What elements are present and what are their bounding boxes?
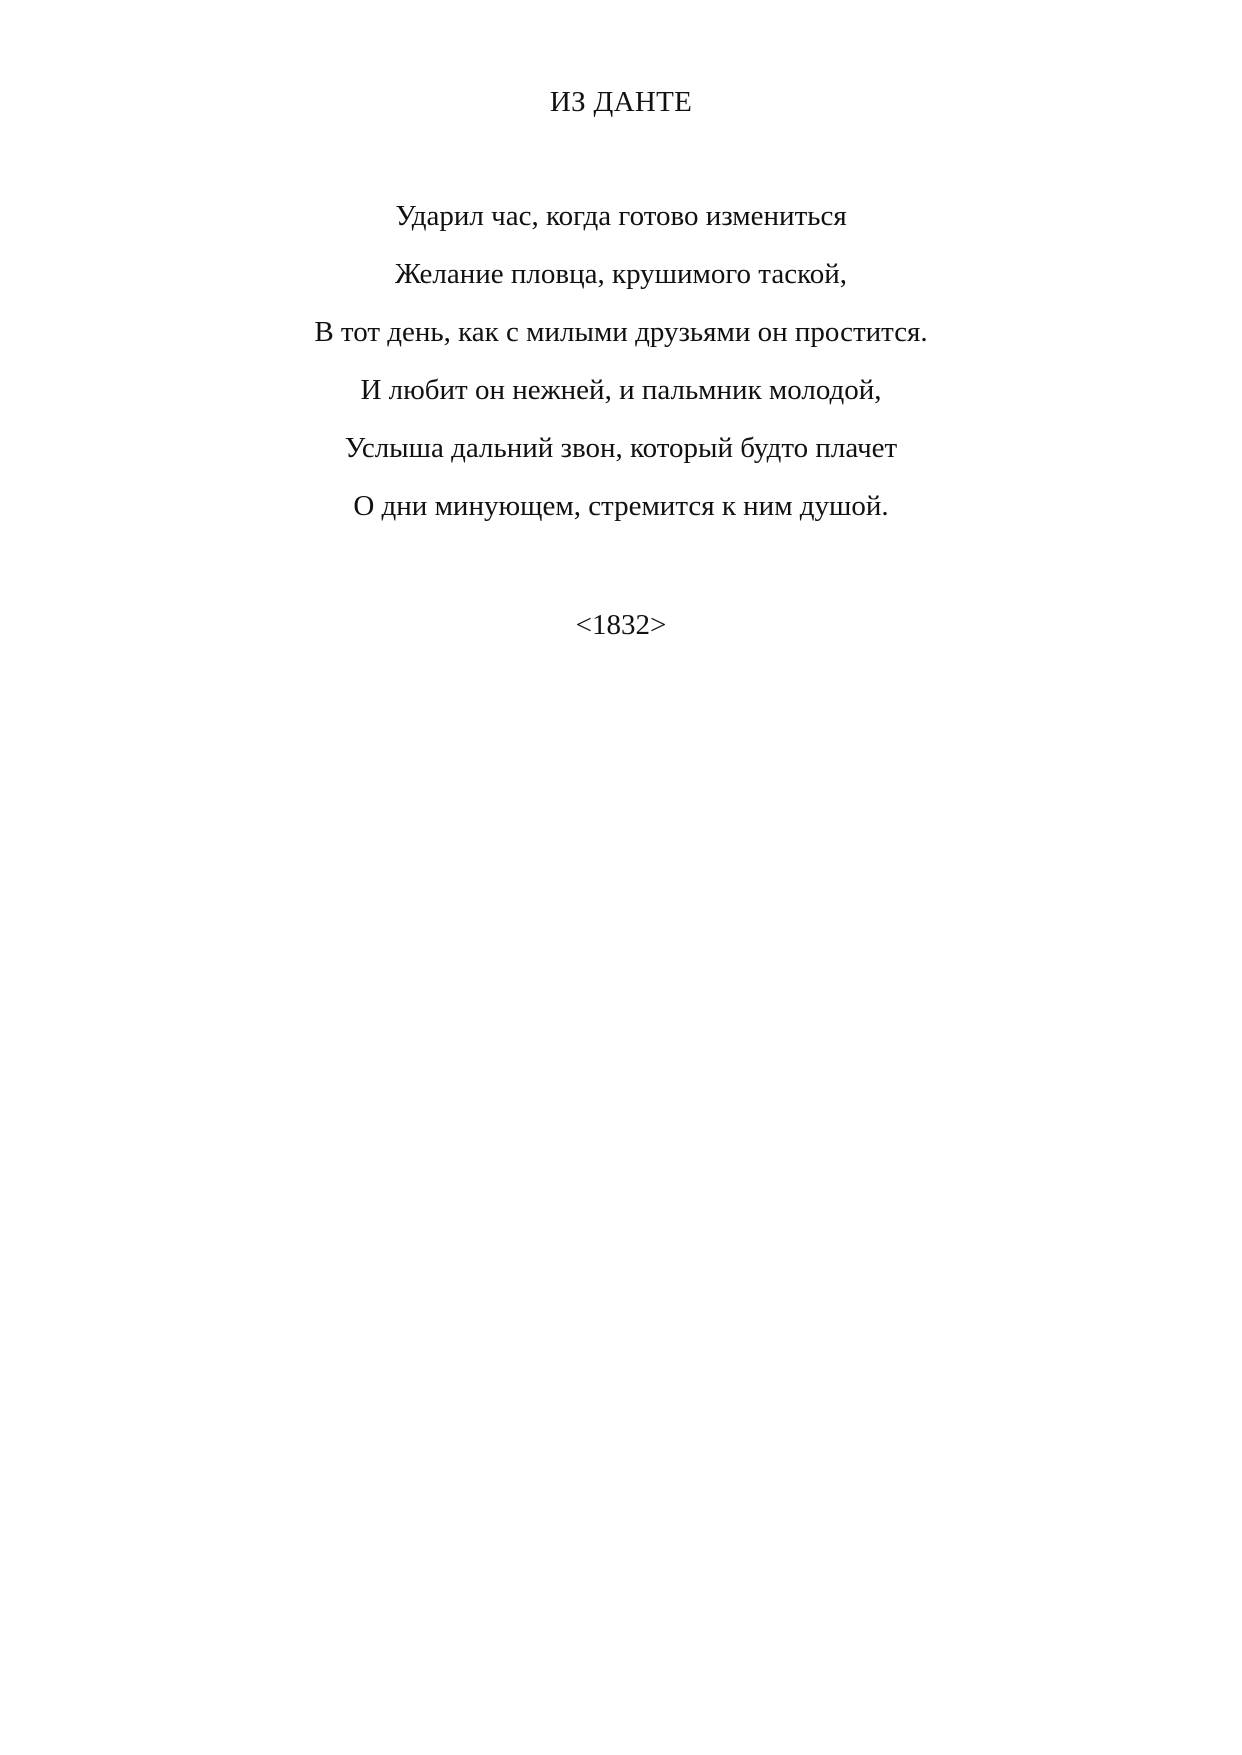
poem-line: В тот день, как с милыми друзьями он простится. bbox=[314, 316, 928, 348]
poem-line: Желание пловца, крушимого таской, bbox=[395, 258, 847, 290]
poem-date: <1832> bbox=[575, 609, 667, 641]
poem-line: И любит он нежней, и пальмник молодой, bbox=[360, 374, 882, 406]
poem-line: Услыша дальний звон, который будто плачет bbox=[344, 432, 898, 464]
poem-stanza bbox=[0, 198, 1242, 546]
poem-line: Ударил час, когда готово измениться bbox=[395, 200, 847, 232]
poem-title: ИЗ ДАНТЕ bbox=[549, 86, 693, 118]
poem-line: О дни минующем, стремится к ним душой. bbox=[353, 490, 889, 522]
